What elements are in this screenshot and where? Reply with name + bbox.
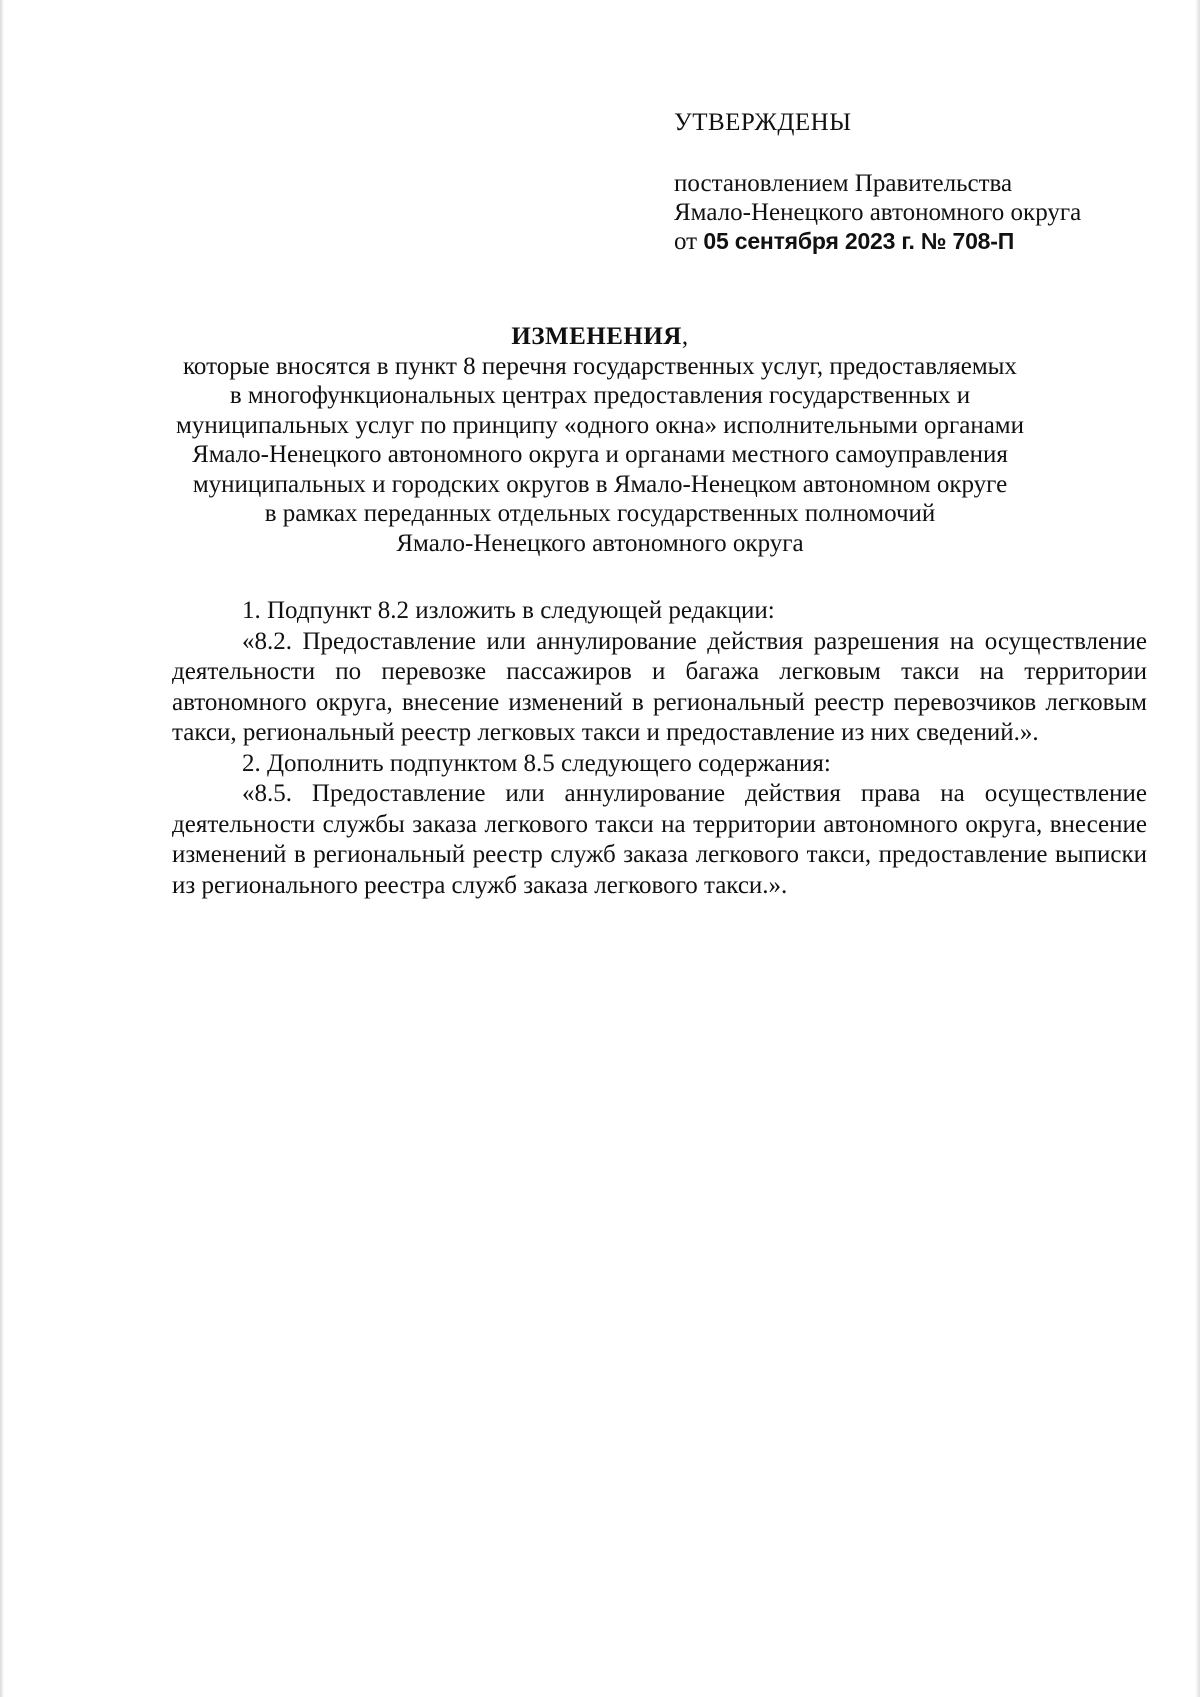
document-title-block [150, 322, 1050, 558]
document-heading-comma: , [681, 323, 689, 350]
subtitle-line-2: в многофункциональных центрах предоставления государственных и [229, 382, 971, 409]
subtitle-line-4: Ямало-Ненецкого автономного округа и органами местного самоуправления [192, 441, 1008, 468]
paragraph-2: «8.2. Предоставление или аннулирование действия разрешения на осуществление деятельности по перевозке пассажиров и багажа легковым такси на территории автономного округа, внесение изменений в региональный реестр перевозчиков легковым такси, региональный реестр легковых такси и предоставление из них сведений.». [172, 627, 1147, 746]
subtitle-line-6: в рамках переданных отдельных государственных полномочий [264, 500, 936, 527]
subtitle-line-7: Ямало-Ненецкого автономного округа [396, 529, 804, 557]
document-heading-text: ИЗМЕНЕНИЯ [511, 323, 682, 350]
paragraph-1: 1. Подпункт 8.2 изложить в следующей редакции: [242, 597, 775, 624]
approval-line-2: Ямало-Ненецкого автономного округа [674, 199, 1082, 226]
subtitle-line-1: которые вносятся в пункт 8 перечня государственных услуг, предоставляемых [183, 352, 1017, 380]
page-edge-left [0, 0, 4, 1697]
approval-heading: УТВЕРЖДЕНЫ [674, 109, 852, 136]
approval-block [674, 108, 1174, 256]
approval-date-prefix: от [674, 228, 704, 255]
page-edge-right [1195, 0, 1200, 1697]
subtitle-line-3: муниципальных услуг по принципу «одного окна» исполнительными органами [176, 411, 1024, 439]
paragraph-4: «8.5. Предоставление или аннулирование действия права на осуществление деятельности службы заказа легкового такси на территории автономного округа, внесение изменений в региональный реестр служб заказа легкового такси, предоставление выписки из регионального реестра служб заказа легкового такси.». [172, 780, 1147, 899]
subtitle-line-5: муниципальных и городских округов в Ямало-Ненецком автономном округе [192, 470, 1008, 498]
approval-date-value: 05 сентября 2023 г. № 708-П [703, 228, 1015, 254]
approval-line-1: постановлением Правительства [674, 170, 1013, 197]
approval-date-line [674, 227, 1174, 256]
document-heading [150, 322, 1050, 352]
document-body [172, 596, 1147, 901]
paragraph-3: 2. Дополнить подпунктом 8.5 следующего содержания: [242, 749, 831, 777]
